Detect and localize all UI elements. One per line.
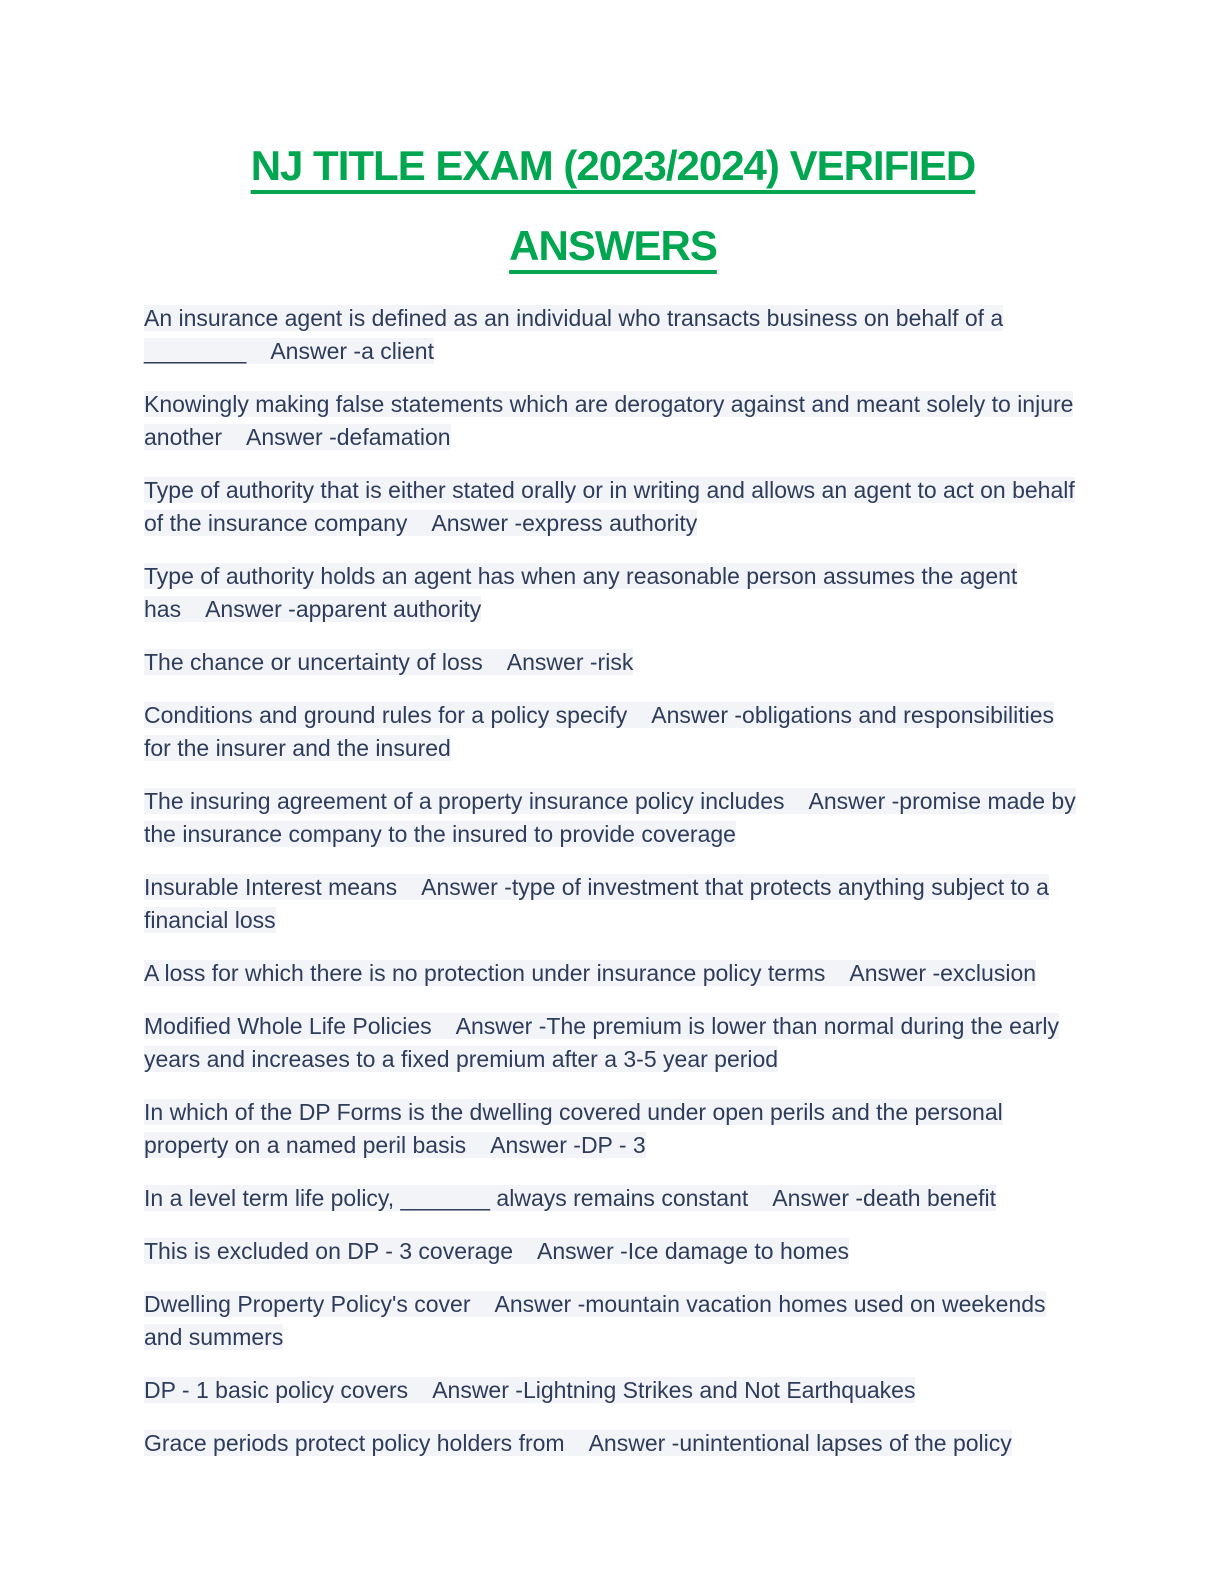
qa-answer: type of investment that protects anything subject to a financial loss: [144, 874, 1049, 933]
answer-label: Answer -: [772, 1185, 864, 1211]
qa-answer: Ice damage to homes: [627, 1238, 849, 1264]
qa-question: In a level term life policy, _______ always remains constant: [144, 1185, 749, 1211]
qa-item: [144, 388, 1082, 454]
qa-answer: defamation: [336, 424, 451, 450]
qa-text: [144, 1013, 1059, 1072]
qa-answer: express authority: [522, 510, 698, 536]
qa-answer: exclusion: [940, 960, 1037, 986]
qa-text: [144, 649, 633, 675]
answer-label: Answer -: [490, 1132, 581, 1158]
qa-question: This is excluded on DP - 3 coverage: [144, 1238, 514, 1264]
answer-label: Answer -: [455, 1013, 547, 1039]
qa-text: [144, 1238, 849, 1264]
qa-item: [144, 1010, 1082, 1076]
qa-text: [144, 874, 1049, 933]
qa-question: In which of the DP Forms is the dwelling covered under open perils and the personal property on a named peril basis: [144, 1099, 1003, 1158]
qa-question: Knowingly making false statements which are derogatory against and meant solely to injure another: [144, 391, 1074, 450]
answer-label: Answer -: [537, 1238, 628, 1264]
answer-label: Answer -: [808, 788, 900, 814]
qa-text: [144, 960, 1036, 986]
qa-answer: DP - 3: [580, 1132, 646, 1158]
answer-label: Answer -: [588, 1430, 680, 1456]
qa-question: The chance or uncertainty of loss: [144, 649, 483, 675]
qa-answer: obligations and responsibilities for the insurer and the insured: [144, 702, 1055, 761]
qa-text: [144, 305, 1003, 364]
qa-answer: unintentional lapses of the policy: [679, 1430, 1012, 1456]
qa-answer: promise made by the insurance company to the insured to provide coverage: [144, 788, 1076, 847]
qa-question: A loss for which there is no protection under insurance policy terms: [144, 960, 826, 986]
answer-label: Answer -: [246, 424, 337, 450]
answer-label: Answer -: [506, 649, 598, 675]
qa-text: [144, 1291, 1046, 1350]
qa-text: [144, 702, 1054, 761]
qa-answer: apparent authority: [295, 596, 482, 622]
qa-item: [144, 1288, 1082, 1354]
qa-item: [144, 957, 1082, 990]
qa-text: [144, 788, 1076, 847]
qa-answer: mountain vacation homes used on weekends and summers: [144, 1291, 1046, 1350]
page-title-line1: NJ TITLE EXAM (2023/2024) VERIFIED: [250, 142, 976, 189]
qa-item: [144, 871, 1082, 937]
qa-item: [144, 1096, 1082, 1162]
answer-label: Answer -: [849, 960, 941, 986]
qa-item: [144, 1427, 1082, 1460]
qa-item: [144, 699, 1082, 765]
qa-answer: a client: [361, 338, 434, 364]
qa-item: [144, 785, 1082, 851]
qa-text: [144, 1430, 1012, 1456]
qa-text: [144, 391, 1073, 450]
qa-answer: risk: [597, 649, 634, 675]
qa-text: [144, 1099, 1003, 1158]
qa-text: [144, 477, 1075, 536]
answer-label: Answer -: [421, 874, 512, 900]
qa-answer: The premium is lower than normal during the early years and increases to a fixed premium after a 3-5 year period: [144, 1013, 1060, 1072]
qa-text: [144, 1185, 996, 1211]
qa-item: [144, 1235, 1082, 1268]
page-title: [144, 126, 1082, 286]
qa-item: [144, 474, 1082, 540]
qa-question: Type of authority that is either stated orally or in writing and allows an agent to act on behalf of the insurance company: [144, 477, 1075, 536]
qa-list: [144, 302, 1082, 1460]
qa-item: [144, 646, 1082, 679]
qa-item: [144, 560, 1082, 626]
qa-question: Modified Whole Life Policies: [144, 1013, 432, 1039]
qa-question: An insurance agent is defined as an individual who transacts business on behalf of a ________: [144, 305, 1004, 364]
qa-question: Type of authority holds an agent has when any reasonable person assumes the agent has: [144, 563, 1018, 622]
qa-question: Dwelling Property Policy's cover: [144, 1291, 471, 1317]
qa-question: Insurable Interest means: [144, 874, 398, 900]
qa-text: [144, 563, 1017, 622]
qa-question: The insuring agreement of a property insurance policy includes: [144, 788, 785, 814]
qa-item: [144, 302, 1082, 368]
qa-item: [144, 1182, 1082, 1215]
page-title-line2: ANSWERS: [509, 222, 717, 269]
answer-label: Answer -: [205, 596, 296, 622]
answer-label: Answer -: [494, 1291, 586, 1317]
answer-label: Answer -: [270, 338, 362, 364]
qa-question: DP - 1 basic policy covers: [144, 1377, 409, 1403]
qa-answer: death benefit: [863, 1185, 997, 1211]
qa-answer: Lightning Strikes and Not Earthquakes: [522, 1377, 916, 1403]
answer-label: Answer -: [431, 510, 523, 536]
qa-text: [144, 1377, 915, 1403]
qa-question: Conditions and ground rules for a policy specify: [144, 702, 628, 728]
answer-label: Answer -: [651, 702, 743, 728]
qa-item: [144, 1374, 1082, 1407]
qa-question: Grace periods protect policy holders from: [144, 1430, 565, 1456]
answer-label: Answer -: [432, 1377, 523, 1403]
